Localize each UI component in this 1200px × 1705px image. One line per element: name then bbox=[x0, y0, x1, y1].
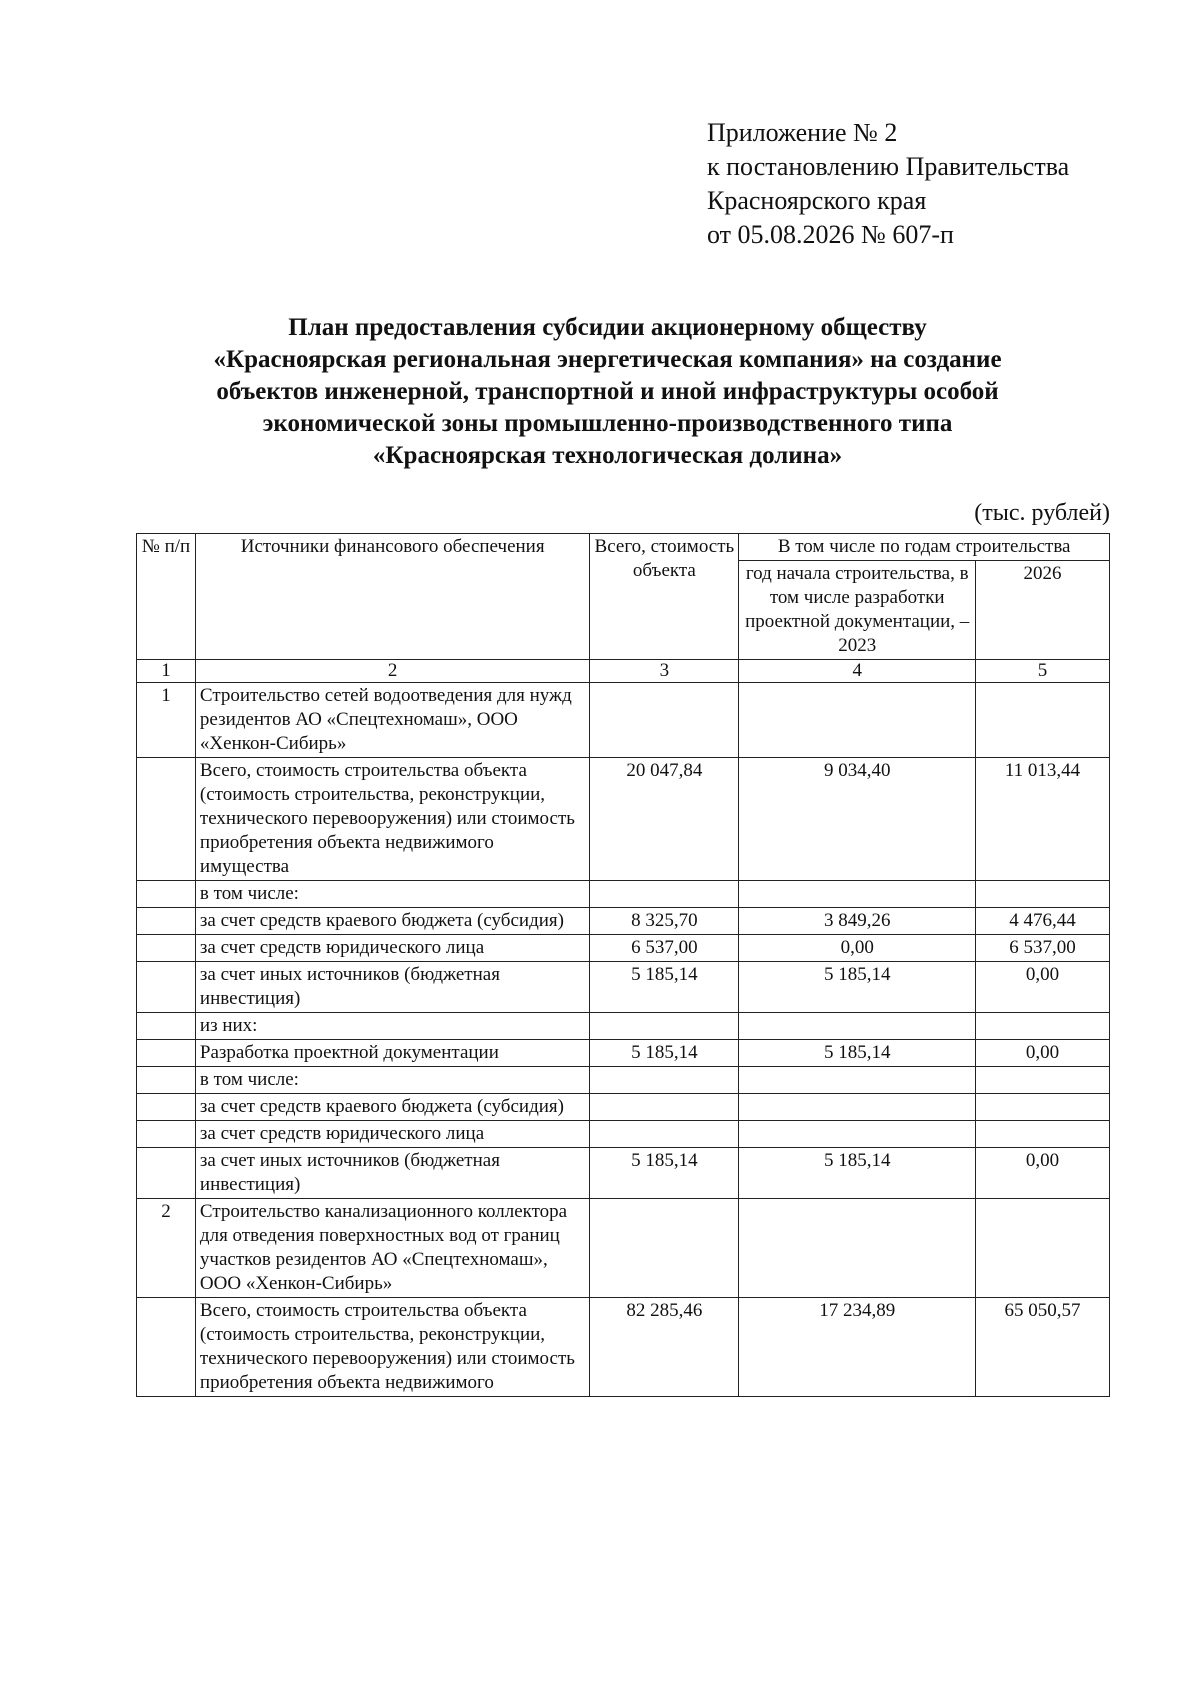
row-total: 8 325,70 bbox=[590, 908, 739, 935]
row-source: в том числе: bbox=[195, 1067, 590, 1094]
row-number bbox=[137, 935, 196, 962]
table-row bbox=[137, 1148, 1110, 1199]
row-source: за счет средств краевого бюджета (субсидия) bbox=[195, 1094, 590, 1121]
row-source: за счет иных источников (бюджетная инвестиция) bbox=[195, 1148, 590, 1199]
row-year-start bbox=[739, 1121, 976, 1148]
header-by-years: В том числе по годам строительства bbox=[739, 534, 1110, 561]
table-row bbox=[137, 908, 1110, 935]
subsidy-plan-table bbox=[136, 533, 1110, 1397]
row-year-start bbox=[739, 683, 976, 758]
row-year-2026 bbox=[976, 1121, 1110, 1148]
row-number bbox=[137, 881, 196, 908]
row-number bbox=[137, 1067, 196, 1094]
row-year-2026 bbox=[976, 1094, 1110, 1121]
row-number bbox=[137, 1013, 196, 1040]
col-index: 5 bbox=[976, 660, 1110, 683]
row-number bbox=[137, 908, 196, 935]
row-total: 82 285,46 bbox=[590, 1298, 739, 1397]
units-label: (тыс. рублей) bbox=[974, 500, 1110, 526]
row-year-start bbox=[739, 1013, 976, 1040]
row-year-2026 bbox=[976, 881, 1110, 908]
table-row bbox=[137, 935, 1110, 962]
header-year-2026: 2026 bbox=[976, 561, 1110, 660]
row-year-start: 5 185,14 bbox=[739, 1148, 976, 1199]
row-number bbox=[137, 1094, 196, 1121]
row-number bbox=[137, 1121, 196, 1148]
column-index-row bbox=[137, 660, 1110, 683]
col-index: 1 bbox=[137, 660, 196, 683]
row-total: 5 185,14 bbox=[590, 1148, 739, 1199]
row-number: 2 bbox=[137, 1199, 196, 1298]
table-row bbox=[137, 1199, 1110, 1298]
table-row bbox=[137, 1121, 1110, 1148]
row-total: 5 185,14 bbox=[590, 962, 739, 1013]
row-number bbox=[137, 1298, 196, 1397]
row-total bbox=[590, 1121, 739, 1148]
header-num: № п/п bbox=[137, 534, 196, 660]
table-row bbox=[137, 1040, 1110, 1067]
header-row bbox=[137, 534, 1110, 561]
row-year-2026: 6 537,00 bbox=[976, 935, 1110, 962]
row-year-2026 bbox=[976, 1013, 1110, 1040]
table-row bbox=[137, 1013, 1110, 1040]
row-source: Строительство сетей водоотведения для нужд резидентов АО «Спецтехномаш», ООО «Хенкон-Сибирь» bbox=[195, 683, 590, 758]
row-source: в том числе: bbox=[195, 881, 590, 908]
row-year-2026: 11 013,44 bbox=[976, 758, 1110, 881]
row-source: Всего, стоимость строительства объекта (стоимость строительства, реконструкции, технического перевооружения) или стоимость приобретения объекта недвижимого имущества bbox=[195, 758, 590, 881]
header-source: Источники финансового обеспечения bbox=[195, 534, 590, 660]
row-year-2026 bbox=[976, 683, 1110, 758]
col-index: 3 bbox=[590, 660, 739, 683]
row-year-start bbox=[739, 881, 976, 908]
row-source: за счет иных источников (бюджетная инвестиция) bbox=[195, 962, 590, 1013]
row-year-2026 bbox=[976, 1067, 1110, 1094]
row-year-2026: 0,00 bbox=[976, 962, 1110, 1013]
table-row bbox=[137, 1067, 1110, 1094]
row-year-start bbox=[739, 1067, 976, 1094]
table-row bbox=[137, 683, 1110, 758]
row-year-start: 5 185,14 bbox=[739, 962, 976, 1013]
row-year-2026: 0,00 bbox=[976, 1040, 1110, 1067]
row-number: 1 bbox=[137, 683, 196, 758]
row-source: Всего, стоимость строительства объекта (стоимость строительства, реконструкции, технического перевооружения) или стоимость приобретения объекта недвижимого bbox=[195, 1298, 590, 1397]
appendix-line: Красноярского края bbox=[707, 186, 927, 215]
row-year-start bbox=[739, 1199, 976, 1298]
table-row bbox=[137, 758, 1110, 881]
row-total bbox=[590, 881, 739, 908]
row-year-2026: 4 476,44 bbox=[976, 908, 1110, 935]
row-number bbox=[137, 1040, 196, 1067]
title-line: экономической зоны промышленно-производственного типа bbox=[262, 410, 953, 437]
row-year-2026: 65 050,57 bbox=[976, 1298, 1110, 1397]
row-year-start: 17 234,89 bbox=[739, 1298, 976, 1397]
row-total: 5 185,14 bbox=[590, 1040, 739, 1067]
row-total bbox=[590, 1094, 739, 1121]
row-source: за счет средств краевого бюджета (субсидия) bbox=[195, 908, 590, 935]
col-index: 4 bbox=[739, 660, 976, 683]
table-row bbox=[137, 962, 1110, 1013]
row-source: Разработка проектной документации bbox=[195, 1040, 590, 1067]
title-line: «Красноярская технологическая долина» bbox=[372, 442, 843, 469]
row-year-start: 9 034,40 bbox=[739, 758, 976, 881]
row-source: за счет средств юридического лица bbox=[195, 935, 590, 962]
row-year-start bbox=[739, 1094, 976, 1121]
table-row bbox=[137, 881, 1110, 908]
row-total bbox=[590, 1067, 739, 1094]
row-total: 6 537,00 bbox=[590, 935, 739, 962]
table-row bbox=[137, 1094, 1110, 1121]
row-number bbox=[137, 758, 196, 881]
title-line: «Красноярская региональная энергетическая компания» на создание bbox=[213, 346, 1002, 373]
title-line: объектов инженерной, транспортной и иной инфраструктуры особой bbox=[216, 378, 999, 405]
row-year-2026: 0,00 bbox=[976, 1148, 1110, 1199]
row-total bbox=[590, 1013, 739, 1040]
row-year-start: 0,00 bbox=[739, 935, 976, 962]
row-source: за счет средств юридического лица bbox=[195, 1121, 590, 1148]
row-year-start: 3 849,26 bbox=[739, 908, 976, 935]
row-source: Строительство канализационного коллектора для отведения поверхностных вод от границ участков резидентов АО «Спецтехномаш», ООО «Хенкон-Сибирь» bbox=[195, 1199, 590, 1298]
row-year-start: 5 185,14 bbox=[739, 1040, 976, 1067]
row-total bbox=[590, 683, 739, 758]
appendix-line: от 05.08.2026 № 607-п bbox=[707, 220, 954, 249]
table-row bbox=[137, 1298, 1110, 1397]
row-number bbox=[137, 962, 196, 1013]
title-line: План предоставления субсидии акционерному обществу bbox=[288, 314, 927, 341]
document-title bbox=[130, 312, 1085, 472]
row-total bbox=[590, 1199, 739, 1298]
appendix-line: к постановлению Правительства bbox=[707, 152, 1070, 181]
header-total: Всего, стоимость объекта bbox=[590, 534, 739, 660]
header-year-start: год начала строительства, в том числе разработки проектной документации, – 2023 bbox=[739, 561, 976, 660]
row-number bbox=[137, 1148, 196, 1199]
appendix-line: Приложение № 2 bbox=[707, 118, 898, 147]
row-source: из них: bbox=[195, 1013, 590, 1040]
col-index: 2 bbox=[195, 660, 590, 683]
row-total: 20 047,84 bbox=[590, 758, 739, 881]
appendix-block bbox=[707, 116, 1069, 252]
row-year-2026 bbox=[976, 1199, 1110, 1298]
